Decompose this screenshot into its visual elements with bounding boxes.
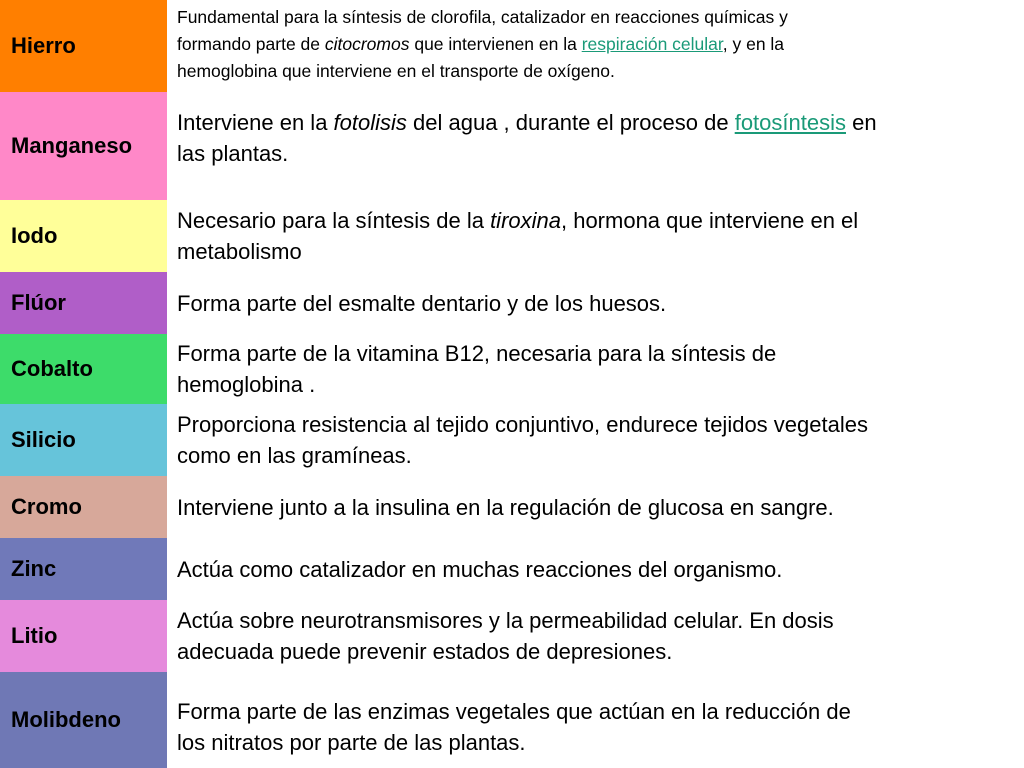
- label-litio: Litio: [0, 600, 167, 672]
- desc-hierro-citocromos: citocromos: [324, 34, 410, 54]
- label-hierro: Hierro: [0, 0, 167, 92]
- label-silicio: Silicio: [0, 404, 167, 476]
- desc-manganeso: [167, 92, 1024, 200]
- desc-hierro: [167, 0, 1024, 92]
- label-iodo: Iodo: [0, 200, 167, 272]
- desc-molibdeno-line-2: los nitratos por parte de las plantas.: [177, 730, 526, 755]
- desc-silicio-line-2: como en las gramíneas.: [177, 443, 412, 468]
- desc-cobalto: [167, 334, 1024, 404]
- respiracion-celular-link[interactable]: respiración celular: [581, 34, 723, 54]
- desc-silicio-line-1: Proporciona resistencia al tejido conjuntivo, endurece tejidos vegetales: [177, 412, 868, 437]
- desc-litio: [167, 600, 1024, 672]
- row-iodo: [0, 200, 1024, 272]
- label-cobalto: Cobalto: [0, 334, 167, 404]
- row-fluor: [0, 272, 1024, 334]
- label-fluor: Flúor: [0, 272, 167, 334]
- desc-manganeso-line-1: [177, 107, 1004, 138]
- desc-litio-line-1: Actúa sobre neurotransmisores y la permeabilidad celular. En dosis: [177, 608, 834, 633]
- desc-fluor: [167, 272, 1024, 334]
- desc-iodo: [167, 200, 1024, 272]
- desc-hierro-text: que intervienen en la: [409, 34, 582, 54]
- row-zinc: [0, 538, 1024, 600]
- label-molibdeno: Molibdeno: [0, 672, 167, 768]
- desc-manganeso-fotolisis: fotolisis: [333, 110, 407, 135]
- desc-iodo-line-2: metabolismo: [177, 239, 302, 264]
- fotosintesis-link[interactable]: fotosíntesis: [734, 110, 846, 135]
- desc-iodo-text: Necesario para la síntesis de la: [177, 208, 491, 233]
- desc-silicio: [167, 404, 1024, 476]
- desc-manganeso-line-2: las plantas.: [177, 141, 289, 166]
- row-silicio: [0, 404, 1024, 476]
- desc-hierro-line-2: [177, 31, 1004, 58]
- desc-cromo-line-1: Interviene junto a la insulina en la regulación de glucosa en sangre.: [177, 494, 834, 520]
- desc-molibdeno: [167, 672, 1024, 768]
- row-cobalto: [0, 334, 1024, 404]
- desc-litio-line-2: adecuada puede prevenir estados de depresiones.: [177, 639, 673, 664]
- desc-molibdeno-line-1: Forma parte de las enzimas vegetales que actúan en la reducción de: [177, 699, 851, 724]
- desc-iodo-text: , hormona que interviene en el: [560, 208, 859, 233]
- label-manganeso: Manganeso: [0, 92, 167, 200]
- desc-manganeso-text: Interviene en la: [177, 110, 334, 135]
- desc-hierro-line-1: Fundamental para la síntesis de clorofila, catalizador en reacciones químicas y: [177, 7, 788, 27]
- desc-hierro-line-3: hemoglobina que interviene en el transporte de oxígeno.: [177, 61, 615, 81]
- desc-manganeso-text: en: [845, 110, 877, 135]
- desc-fluor-line-1: Forma parte del esmalte dentario y de los huesos.: [177, 290, 667, 316]
- desc-cromo: [167, 476, 1024, 538]
- desc-hierro-text: , y en la: [722, 34, 785, 54]
- row-molibdeno: [0, 672, 1024, 768]
- label-zinc: Zinc: [0, 538, 167, 600]
- row-manganeso: [0, 92, 1024, 200]
- row-hierro: [0, 0, 1024, 92]
- row-litio: [0, 600, 1024, 672]
- desc-hierro-text: formando parte de: [177, 34, 325, 54]
- desc-zinc-line-1: Actúa como catalizador en muchas reacciones del organismo.: [177, 556, 783, 582]
- desc-manganeso-text: del agua , durante el proceso de: [406, 110, 735, 135]
- label-cromo: Cromo: [0, 476, 167, 538]
- desc-iodo-line-1: [177, 205, 1004, 236]
- desc-cobalto-line-2: hemoglobina .: [177, 372, 316, 397]
- desc-zinc: [167, 538, 1024, 600]
- desc-cobalto-line-1: Forma parte de la vitamina B12, necesaria para la síntesis de: [177, 341, 777, 366]
- row-cromo: [0, 476, 1024, 538]
- desc-iodo-tiroxina: tiroxina: [490, 208, 561, 233]
